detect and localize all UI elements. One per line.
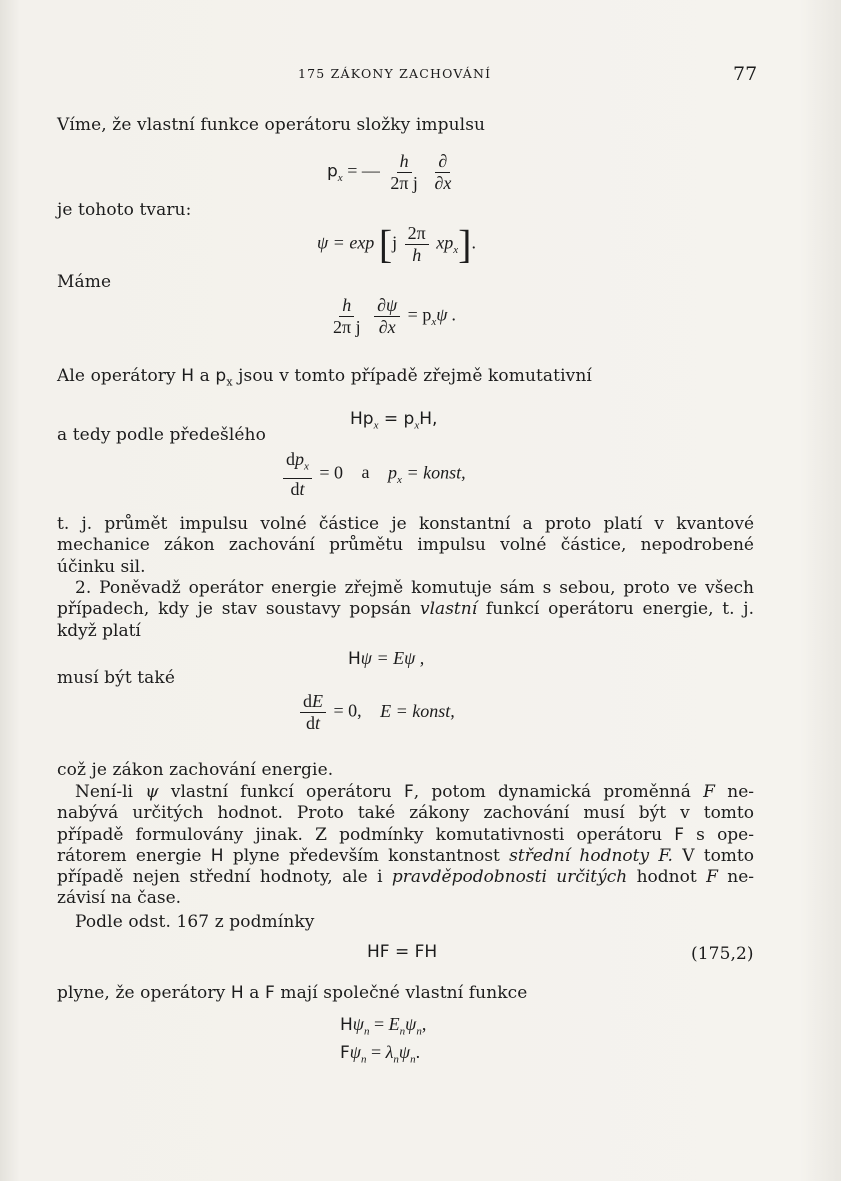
equation-hf-commutation: HF = FH — [367, 942, 438, 962]
paragraph-dynamic-variable: Není-li ψ vlastní funkcí operátoru F, potom dynamická proměnná F ne- nabývá určitých hodnot. Proto také zákony zachování musí být v tomto případě formulovány jinak. Z podmínky komutativnosti operátoru F s ope- rátorem energie H plyne především konstantnost střední hodnoty F. V tomto případě nejen střední hodnoty, ale i pravděpodobnosti určitých hodnot F ne- závisí na čase. — [57, 782, 755, 909]
page-number: 77 — [733, 63, 758, 85]
intro-line-3: Máme — [57, 272, 112, 292]
tedy-line: a tedy podle předešlého — [57, 425, 266, 445]
equation-momentum-operator: $p_x$ = — $\frac{h}{\text{2π j}}$ $\frac{\partial}{\partial x}$ — [327, 151, 452, 193]
equation-number: (175,2) — [691, 944, 754, 964]
equation-momentum-conservation: $\frac{dp_x}{dt}$ = 0 a $p_x$ = konst, — [280, 450, 466, 499]
intro-line-1: Víme, že vlastní funkce operátoru složky impulsu — [57, 115, 486, 135]
musi-line: musí být také — [57, 668, 175, 688]
equation-f-eigen-n: $F\psi_n = \lambda_n\psi_n$. — [340, 1042, 421, 1066]
equation-energy-conservation: $\frac{dE}{dt}$ = 0, E = konst, — [297, 692, 455, 733]
paragraph-momentum-conservation: t. j. průmět impulsu volné částice je konstantní a proto platí v kvantové mechanice zákon zachování průmětu impulsu volné částice, nepodrobené účinku sil. — [57, 514, 754, 577]
equation-h-eigen-n: $H\psi_n = E_n\psi_n$, — [340, 1014, 427, 1038]
coz-line: což je zákon zachování energie. — [57, 760, 334, 780]
running-header: 175 ZÁKONY ZACHOVÁNÍ — [298, 66, 492, 81]
operators-commute-line: Ale operátory H a $p_x$ jsou v tomto případě zřejmě komutativní — [57, 366, 592, 389]
paragraph-energy-operator: 2. Poněvadž operátor energie zřejmě komutuje sám s sebou, proto ve všech případech, kdy je stav soustavy popsán vlastní funkcí operátoru energie, t. j. když platí — [57, 578, 754, 641]
equation-energy-eigen: Hψ = Eψ , — [348, 648, 425, 669]
plyne-line: plyne, že operátory H a F mají společné vlastní funkce — [57, 983, 528, 1003]
equation-eigenfunction: ψ = exp [j $\frac{2\pi}{h}$ $xp_x$]. — [317, 221, 476, 267]
equation-commutation-hp: $Hp_x = p_xH$, — [350, 409, 438, 432]
podle-line: Podle odst. 167 z podmínky — [75, 912, 315, 932]
intro-line-2: je tohoto tvaru: — [57, 200, 192, 220]
equation-eigenvalue-momentum: $\frac{h}{\text{2π j}}$ $\frac{\partial\psi}{\partial x}$ = $p_x\psi$ . — [333, 295, 457, 337]
